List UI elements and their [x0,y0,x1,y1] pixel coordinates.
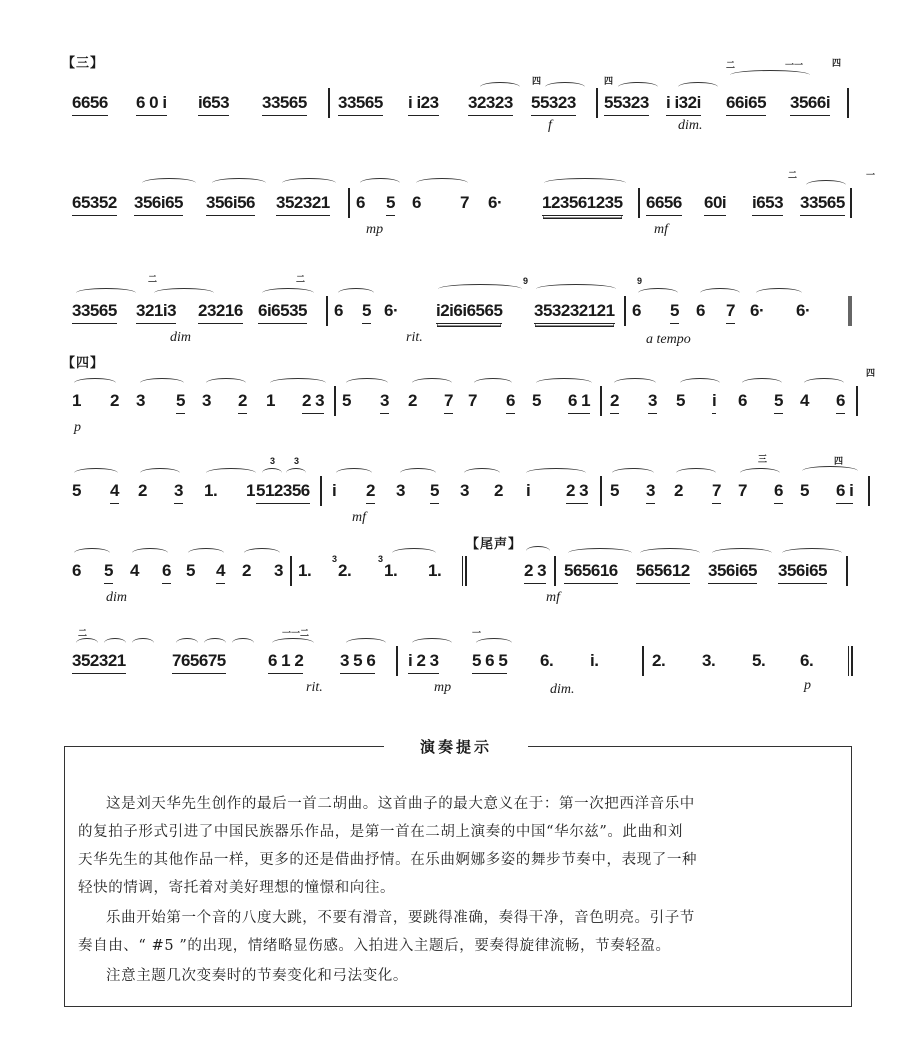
note: 3 [136,391,145,410]
slur [282,178,336,188]
note: 6. [800,651,814,670]
note: 7 [738,481,747,500]
slur [612,468,654,478]
slur [640,548,700,558]
slur [104,638,126,648]
note: 6 [632,301,641,320]
note: 4 [216,560,225,584]
slur [400,468,436,478]
note-group: 2 3 [566,480,588,504]
barline [850,188,852,218]
note: 6 [774,480,783,504]
note: 5 [386,192,395,216]
note-group: 6 1 2 [268,650,303,674]
fingering-mark: 9 [637,276,643,286]
slur [740,468,780,478]
note: 6· [796,301,811,320]
slur [206,378,246,388]
notes-paragraph-1-line-2: 的复拍子形式引进了中国民族器乐作品，是第一首在二胡上演奏的中国“华尔兹”。此曲和刘 [78,824,683,840]
dynamic-marking: dim. [678,118,703,133]
score-line-6 [70,554,860,605]
fingering-mark: 四 [866,368,876,378]
note-group: 60i [704,192,726,216]
slur [176,638,198,648]
triplet-mark: 3 [294,456,300,466]
final-double-barline [848,646,853,676]
note-group: 5 6 5 [472,650,507,674]
slur [262,288,314,298]
slur [336,468,372,478]
slur [700,288,740,298]
slur [806,180,846,190]
dynamic-marking: mp [434,680,452,695]
note: 7 [460,193,469,212]
note-group: 66i65 [726,92,766,116]
note: 6 [506,390,515,414]
note: 6 [356,193,365,212]
score-line-7 [70,628,860,697]
fingering-mark: 二 [788,170,798,180]
note: 6 [836,390,845,414]
barline [600,386,602,416]
slur [204,638,226,648]
dynamic-marking: dim. [550,682,575,697]
dynamic-marking: mp [366,222,384,237]
slur [614,378,656,388]
barline [638,188,640,218]
note-group: 33565 [262,92,307,116]
note: 5 [72,481,81,500]
note-group: 352321 [72,650,126,674]
note: 6· [384,301,399,320]
barline [642,646,644,676]
note: 5 [362,300,371,324]
note-group: 356i65 [134,192,183,216]
note: 5 [186,561,195,580]
dynamic-marking: rit. [406,330,423,345]
note: 3 [202,391,211,410]
note-group: 55323 [531,92,576,116]
score-line-4 [70,368,876,435]
slur [76,638,98,648]
note: 5 [670,300,679,324]
score-line-3 [70,274,860,347]
slur [676,468,716,478]
note: 6 [162,560,171,584]
score-line-2 [70,170,876,237]
slur [212,178,266,188]
slur [680,378,720,388]
slur [188,548,224,558]
note: 3 [460,481,469,500]
note: 7 [726,300,735,324]
dynamic-marking: mf [654,222,668,237]
slur [480,82,520,92]
note: 6. [540,651,554,670]
note: 2 [408,391,417,410]
note: i [332,481,337,500]
note: 6 [696,301,705,320]
slur [804,378,844,388]
fingering-mark: 一一二 [282,628,310,638]
note-group: 33565 [800,192,845,216]
slur [638,288,678,298]
note: 3 [380,390,389,414]
slur [74,548,110,558]
note-group: 353232121 [534,300,615,324]
slur [154,288,214,298]
slur [618,82,658,92]
note-group: 32323 [468,92,513,116]
slur [140,468,180,478]
fingering-mark: 二 [296,274,306,284]
note-group: 55323 [604,92,649,116]
note: 2 [674,481,683,500]
barline [596,88,598,118]
note: 1. [384,561,398,580]
note: 3 [396,481,405,500]
note-group: i 2 3 [408,650,439,674]
section-label-three: 【三】 [62,55,105,70]
note: 1 [266,391,275,410]
slur [476,638,512,648]
dynamic-marking: rit. [306,680,323,695]
note: 6 [738,391,747,410]
fingering-mark: 三 [758,454,768,464]
slur [536,378,592,388]
notes-paragraph-1-line-4: 轻快的情调，寄托着对美好理想的憧憬和向往。 [78,880,396,896]
note-group: 512356 [256,480,310,504]
note: 6 [334,301,343,320]
note-group: 356i65 [708,560,757,584]
fingering-mark: 二 [726,60,736,70]
note: 2 [366,480,375,504]
fingering-mark: 9 [523,276,529,286]
dynamic-marking: mf [546,590,560,605]
double-barline [462,556,467,586]
section-label-coda: 【尾声】 [466,536,523,551]
slur [412,638,452,648]
note-group: 33565 [72,300,117,324]
fingering-mark: 一一 [785,60,804,70]
note: i [526,481,531,500]
barline [846,556,848,586]
note: 2. [652,651,666,670]
slur [730,70,810,80]
slur [244,548,280,558]
note: 5 [176,390,185,414]
slur [742,378,782,388]
note: 5 [800,481,809,500]
notes-paragraph-3-line-1: 注意主题几次变奏时的节奏变化和弓法变化。 [106,968,408,984]
dynamic-marking: mf [352,510,366,525]
note-group: 565612 [636,560,690,584]
note: 3. [702,651,716,670]
slur [232,638,254,648]
fingering-mark: 四 [832,58,842,68]
note: 1. [204,481,218,500]
note: 5. [752,651,766,670]
notes-paragraph-2-line-2: 奏自由、“ #5 ”的出现，情绪略显伤感。入拍进入主题后，要奏得旋律流畅，节奏轻盈。 [78,938,671,954]
slur [438,284,522,294]
note: 1 [246,481,255,500]
dynamic-marking: f [548,118,552,133]
note-group: 356i65 [778,560,827,584]
dynamic-marking: p [804,678,811,693]
dynamic-marking: a tempo [646,332,691,347]
slur [74,468,118,478]
barline [554,556,556,586]
note: 2 [494,481,503,500]
note: 3 [274,561,283,580]
note-group: i2i6i6565 [436,300,502,324]
slur [132,548,168,558]
slur [678,82,718,92]
fingering-mark: 四 [532,76,542,86]
fingering-mark: 一 [866,170,876,180]
fingering-mark: 四 [604,76,614,86]
note: 1. [428,561,442,580]
slur [140,378,184,388]
note: 7 [444,390,453,414]
barline [847,88,849,118]
performance-notes-title: 演奏提示 [419,739,492,756]
fingering-mark: 二 [148,274,158,284]
note-group: 123561235 [542,192,623,216]
note-group: 6656 [72,92,108,116]
barline [868,476,870,506]
note-group: 2 3 [302,390,324,414]
note-group: 65352 [72,192,117,216]
note-group: 565616 [564,560,618,584]
notes-paragraph-1-line-3: 天华先生的其他作品一样，更多的还是借曲抒情。在乐曲婀娜多姿的舞步节奏中，表现了一种 [78,852,698,868]
slur [142,178,196,188]
note: 4 [130,561,139,580]
slur [526,546,550,556]
slur [286,468,306,478]
note: 6· [488,193,503,212]
note: 2 [238,390,247,414]
note-group: 321i3 [136,300,176,324]
note-group: 765675 [172,650,226,674]
slur [412,378,452,388]
slur [568,548,632,558]
fingering-mark: 一 [472,628,482,638]
slur [74,378,116,388]
notes-paragraph-2-line-1: 乐曲开始第一个音的八度大跳，不要有滑音，要跳得准确，奏得干净，音色明亮。引子节 [106,910,695,926]
barline [396,646,398,676]
slur [360,178,400,188]
slur [338,288,374,298]
slur [346,378,388,388]
barline [326,296,328,326]
slur [464,468,500,478]
note: i [712,390,716,414]
score-line-5 [70,454,860,525]
slur [536,284,616,294]
barline [600,476,602,506]
slur [262,468,282,478]
slur [206,468,256,478]
note: 3 [648,390,657,414]
note: 5 [430,480,439,504]
note: 2. [338,561,352,580]
note: 1. [298,561,312,580]
slur [76,288,136,298]
barline [320,476,322,506]
slur [782,548,842,558]
fingering-mark: 二 [78,628,88,638]
note-group: 6656 [646,192,682,216]
note-group: i653 [752,192,783,216]
note-group: 6 0 i [136,92,167,116]
slur [802,466,858,476]
slur [416,178,468,188]
note: 5 [610,481,619,500]
slur [526,468,586,478]
note-group: 3 5 6 [340,650,375,674]
slur [346,638,386,648]
slur [392,548,436,558]
box-top-border [528,746,851,747]
note: 5 [774,390,783,414]
note: 6· [750,301,765,320]
notes-paragraph-1-line-1: 这是刘天华先生创作的最后一首二胡曲。这首曲子的最大意义在于：第一次把西洋音乐中 [106,796,695,812]
note: 5 [676,391,685,410]
note: 5 [342,391,351,410]
note-group: 33565 [338,92,383,116]
barline [348,188,350,218]
section-label-four: 【四】 [62,355,105,370]
barline [328,88,330,118]
barline [290,556,292,586]
note: 6 [412,193,421,212]
note-group: i i23 [408,92,439,116]
note: 4 [800,391,809,410]
note: 7 [468,391,477,410]
barline [624,296,626,326]
grace-note: 3 [378,554,384,564]
note: 5 [104,560,113,584]
slur [132,638,154,648]
slur [272,638,314,648]
score-line-1 [70,58,860,133]
note: i. [590,651,599,670]
note: 7 [712,480,721,504]
note-group: 2 3 [524,560,546,584]
dynamic-marking: dim [170,330,191,345]
barline [856,386,858,416]
grace-note: 3 [332,554,338,564]
slur [474,378,512,388]
note-group: 356i56 [206,192,255,216]
note-group: i653 [198,92,229,116]
slur [544,178,626,188]
dynamic-marking: dim [106,590,127,605]
note: 1 [72,391,81,410]
note: 2 [138,481,147,500]
note: 2 [110,391,119,410]
section-end-barline [848,296,852,326]
triplet-mark: 3 [270,456,276,466]
note-group: 6i6535 [258,300,307,324]
note-group: 3566i [790,92,830,116]
slur [545,82,585,92]
note: 6 [72,561,81,580]
slur [270,378,326,388]
box-top-border [64,746,384,747]
note-group: 23216 [198,300,243,324]
note: 5 [532,391,541,410]
slur [756,288,802,298]
note: 2 [610,390,619,414]
note: 4 [110,480,119,504]
note-group: 6 i [836,480,853,504]
note: 2 [242,561,251,580]
note-group: i i32i [666,92,701,116]
dynamic-marking: p [74,420,81,435]
note-group: 352321 [276,192,330,216]
note: 3 [646,480,655,504]
slur [712,548,772,558]
note-group: 6 1 [568,390,590,414]
note: 3 [174,480,183,504]
barline [334,386,336,416]
fingering-mark: 四 [834,456,844,466]
